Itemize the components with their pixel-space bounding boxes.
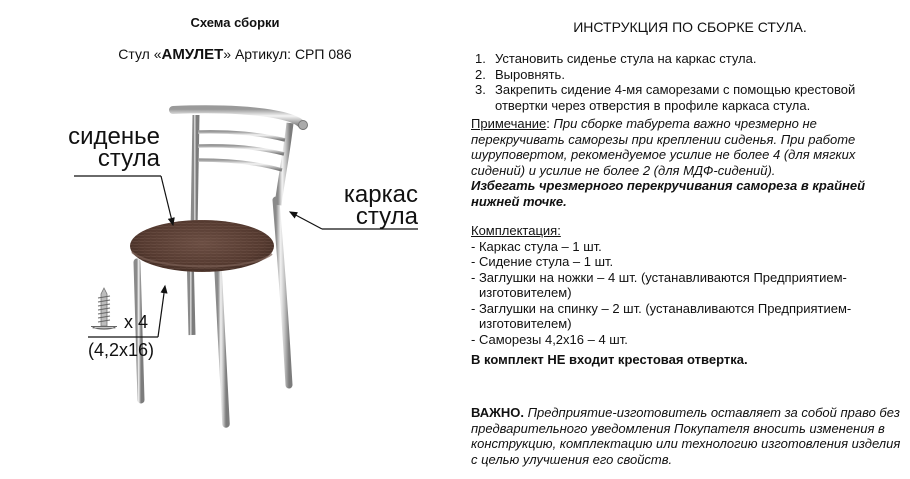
step-item: 1. Установить сиденье стула на каркас стула. xyxy=(475,51,757,66)
instruction-title: ИНСТРУКЦИЯ ПО СБОРКЕ СТУЛА. xyxy=(573,19,807,35)
note-block: Примечание: При сборке табурета важно чрезмерно не перекручивать саморезы при креплении сиденья. При работе шуруповертом, рекомендуемое усилие не более 4 (для мягких сидений) и усилие не более 2 (для МДФ-сидений). Избегать чрезмерного перекручивания самореза в крайней нижней точке. xyxy=(471,116,901,210)
frame-label-line2: стула xyxy=(355,203,418,230)
assembly-scheme-title: Схема сборки xyxy=(190,15,280,30)
seat-label-line2: стула xyxy=(97,145,160,172)
note-warning: Избегать чрезмерного перекручивания самореза в крайней нижней точке. xyxy=(471,178,866,209)
frame-label xyxy=(300,181,418,230)
backrest-left-post xyxy=(194,115,196,232)
step-item: 2. Выровнять. xyxy=(475,66,565,82)
seat-label-line1: сиденье xyxy=(68,123,160,150)
kit-item-continuation: изготовителем) xyxy=(479,285,572,300)
backrest-right-post xyxy=(278,123,290,205)
kit-item: - Саморезы 4,2x16 – 4 шт. xyxy=(471,331,628,347)
back-right-leg xyxy=(276,200,289,385)
front-right-leg xyxy=(218,268,226,424)
kit-item: - Каркас стула – 1 шт. xyxy=(471,238,602,254)
seat-label xyxy=(40,123,160,172)
note-text: При сборке табурета важно чрезмерно не перекручивать саморезы при креплении сиденья. При работе шуруповертом, рекомендуемое усилие не более 4 (для мягких сидений) и усилие не более 2 (для МДФ-сидений). xyxy=(471,116,856,178)
important-text: Предприятие-изготовитель оставляет за собой право без предварительного уведомления Покупателя вносить изменения в конструкцию, комплектацию или технологию изготовления изделия с целью улучшения его свойств. xyxy=(471,405,901,467)
important-label: ВАЖНО. xyxy=(471,405,524,420)
kit-item: - Заглушки на спинку – 2 шт. (устанавливаются Предприятием- xyxy=(471,300,852,316)
note-label: Примечание xyxy=(471,116,547,131)
assembly-steps xyxy=(475,51,905,113)
frame-label-line1: каркас xyxy=(343,181,418,208)
model-name: АМУЛЕТ xyxy=(161,46,224,63)
important-notice xyxy=(471,405,906,467)
kit-contents xyxy=(471,223,901,347)
screw-icon xyxy=(91,288,117,329)
kit-label: Комплектация: xyxy=(471,223,561,238)
screw-count: x 4 xyxy=(124,312,149,332)
article-number: » Артикул: СРП 086 xyxy=(223,46,352,62)
step-item: 3. Закрепить сидение 4-мя саморезами с помощью крестовой отвертки через отверстия в профиле каркаса стула. xyxy=(475,82,856,113)
subtitle-prefix: Стул « xyxy=(118,46,162,62)
kit-item: - Заглушки на ножки – 4 шт. (устанавливаются Предприятием- xyxy=(471,269,847,285)
kit-item: - Сидение стула – 1 шт. xyxy=(471,254,614,269)
kit-item-continuation: изготовителем) xyxy=(479,316,572,331)
screw-size: (4,2x16) xyxy=(88,340,155,360)
no-screwdriver-notice: В комплект НЕ входит крестовая отвертка. xyxy=(471,352,748,367)
